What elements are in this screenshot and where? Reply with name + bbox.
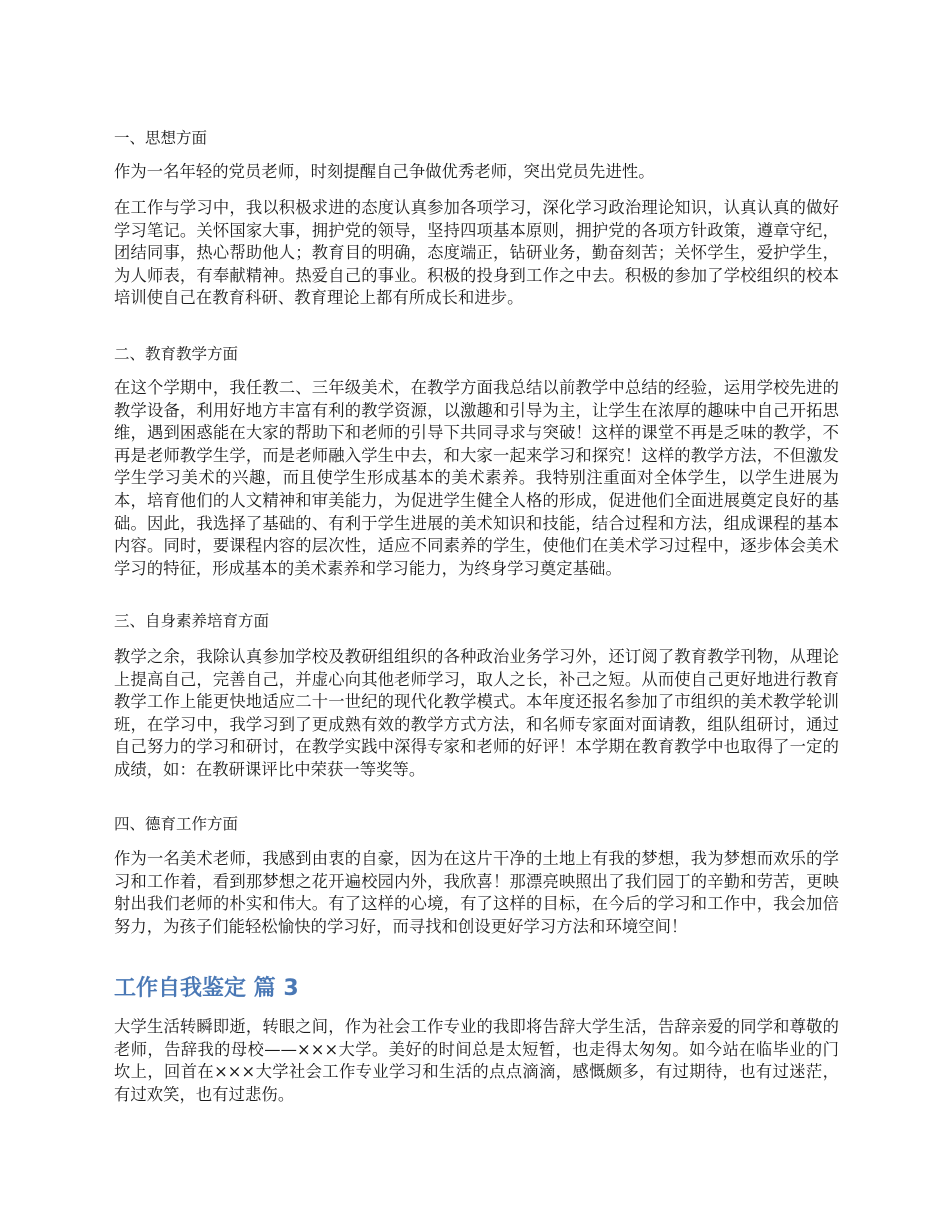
paragraph-self-cultivation-body: 教学之余，我除认真参加学校及教研组组织的各种政治业务学习外，还订阅了教育教学刊物，从理论上提高自己，完善自己，并虚心向其他老师学习，取人之长，补己之短。从而使自己更好地进行教育教学工作上能更快地适应二十一世纪的现代化教学模式。本年度还报名参加了市组织的美术教学轮训班，在学习中，我学习到了更成熟有效的教学方式方法，和名师专家面对面请教，组队组研讨，通过自己努力的学习和研讨，在教学实践中深得专家和老师的好评！本学期在教育教学中也取得了一定的成绩，如：在教研课评比中荣获一等奖等。 xyxy=(114,647,839,779)
heading-self-cultivation: 三、自身素养培育方面 xyxy=(114,612,270,630)
paragraph-thought-body: 在工作与学习中，我以积极求进的态度认真参加各项学习，深化学习政治理论知识，认真认真的做好学习笔记。关怀国家大事，拥护党的领导，坚持四项基本原则，拥护党的各项方针政策，遵章守纪，团结同事，热心帮助他人；教育目的明确，态度端正，钻研业务，勤奋刻苦；关怀学生，爱护学生，为人师表，有奉献精神。热爱自己的事业。积极的投身到工作之中去。积极的参加了学校组织的校本培训使自己在教育科研、教育理论上都有所成长和进步。 xyxy=(114,198,839,308)
heading-teaching: 二、教育教学方面 xyxy=(114,345,239,363)
heading-moral-education: 四、德育工作方面 xyxy=(114,815,239,833)
paragraph-section-3-body: 大学生活转瞬即逝，转眼之间，作为社会工作专业的我即将告辞大学生活，告辞亲爱的同学和尊敬的老师，告辞我的母校——×××大学。美好的时间总是太短暂，也走得太匆匆。如今站在临毕业的门坎上，回首在×××大学社会工作专业学习和生活的点点滴滴，感慨颇多，有过期待，也有过迷茫，有过欢笑，也有过悲伤。 xyxy=(114,1017,839,1104)
paragraph-teaching-body: 在这个学期中，我任教二、三年级美术，在教学方面我总结以前教学中总结的经验，运用学校先进的教学设备，利用好地方丰富有利的教学资源，以激趣和引导为主，让学生在浓厚的趣味中自己开拓思维，遇到困惑能在大家的帮助下和老师的引导下共同寻求与突破！这样的课堂不再是乏味的教学，不再是老师教学生学，而是老师融入学生中去，和大家一起来学习和探究！这样的教学方法，不但激发学生学习美术的兴趣，而且使学生形成基本的美术素养。我特别注重面对全体学生，以学生进展为本，培育他们的人文精神和审美能力，为促进学生健全人格的形成，促进他们全面进展奠定良好的基础。因此，我选择了基础的、有利于学生进展的美术知识和技能，结合过程和方法，组成课程的基本内容。同时，要课程内容的层次性，适应不同素养的学生，使他们在美术学习过程中，逐步体会美术学习的特征，形成基本的美术素养和学习能力，为终身学习奠定基础。 xyxy=(114,378,839,578)
section-title: 工作自我鉴定 篇 3 xyxy=(114,976,299,1001)
paragraph-moral-education-body: 作为一名美术老师，我感到由衷的自豪，因为在这片干净的土地上有我的梦想，我为梦想而欢乐的学习和工作着，看到那梦想之花开遍校园内外，我欣喜！那漂亮映照出了我们园丁的辛勤和劳苦，更映射出我们老师的朴实和伟大。有了这样的心境，有了这样的目标，在今后的学习和工作中，我会加倍努力，为孩子们能轻松愉快的学习好，而寻找和创设更好学习方法和环境空间！ xyxy=(114,849,839,936)
paragraph-thought-intro: 作为一名年轻的党员老师，时刻提醒自己争做优秀老师，突出党员先进性。 xyxy=(114,162,655,181)
heading-thought: 一、思想方面 xyxy=(114,129,208,147)
